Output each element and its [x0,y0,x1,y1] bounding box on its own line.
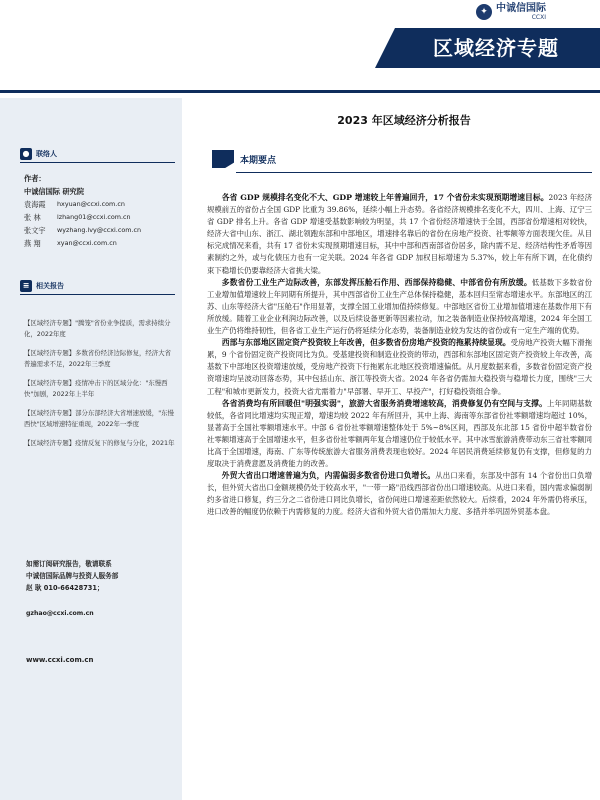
summary-paragraph [207,337,592,397]
paragraph-text: 受房地产投资大幅下滑拖累，9 个省份固定资产投资同比为负。受基建投资和制造业投资的带动，西部和东部地区固定资产投资较上年改善，高基数下中部地区投资增速放缓，受房地产投资下行拖累东北地区投资增速偏低。从月度数据来看，多数省份固定资产投资增速均呈波动回落态势，其中包括山东、浙江等投资大省。2024 年各省仍需加大稳投资与稳增长力度，围绕"三大工程"和城市更新发力，投资大省尤需着力"早部署、早开工、早投产"，打好稳投资组合拳。 [207,338,592,396]
summary-paragraph [207,277,592,337]
author-row: 张 林 lzhang01@ccxi.com.cn [24,213,131,222]
contact-title: 如需订阅研究报告，敬请联系 [26,560,112,568]
paragraph-lead: 各省消费均有所回暖但"明强实弱"，旅游大省服务消费增速较高，消费修复仍有空间与支撑。 [221,398,548,408]
summary-heading: 本期要点 [212,150,276,168]
bookmark-icon [212,150,234,168]
contact-phone[interactable]: 010-66428731； [43,584,104,592]
contacts-heading: ● 联络人 [20,148,57,160]
author-email[interactable]: lzhang01@ccxi.com.cn [57,213,131,221]
summary-paragraph [207,398,592,471]
paragraph-text: 2023 年经济规模前五的省份占全国 GDP 比重为 39.86%，延续小幅上升态势。各省经济规模排名变化不大，四川、上海、辽宁三省 GDP 排名上升。各省 GDP 增速受基数影响较为明显，共 17 个省份经济增速快于全国，西部省份增速相对较快，经济大省中山东、浙江、湖北领跑东部和中部地区，增速排名靠后的省份在房地产投资、社零额等方面表现欠佳。从目标完成情况来看，共有 17 省份未实现预期增速目标，其中中部和西南部省份居多，除内需不足、经济结构性矛盾等因素制约之外，或与化债压力也有一定关联。2024 年各省 GDP 加权目标增速为 5.37%，较上年有所下调，在化债约束下稳增长仍要靠经济大省挑大梁。 [207,193,592,275]
related-report-link[interactable]: 【区域经济专题】疫情冲击下的区域分化："东慢西快"加剧，2022年上半年 [24,379,168,398]
related-report-link[interactable]: 【区域经济专题】"腾笼"省份业争提质，需求持续分化，2022年度 [24,319,171,338]
paragraph-text: 上年同期基数较低，各省同比增速均实现正增，增速均较 2022 年有所回升，其中上海、海南等东部省份社零额增速均超过 10%，显著高于全国社零额增速水平。中部 6 省份社零额增速整体处于 5%~8%区间，西部及东北部 15 省份中超半数省份社零额增速高于全国增速水平，但多省份社零额两年复合增速仍位于较低水平。其中冰雪旅游消费带动东三省社零额同比高于全国增速，海南、广东等传统旅游大省服务消费表现也较好。2024 年居民消费延续修复仍有支撑，但修复的力度取决于消费意愿及消费能力的改善。 [207,398,592,469]
paragraph-lead: 西部与东部地区固定资产投资较上年改善，但多数省份房地产投资的拖累持续显现。 [221,338,511,348]
contact-line [26,582,176,594]
related-reports-list [24,318,176,457]
author-email[interactable]: wyzhang.lvy@ccxi.com.cn [57,226,142,234]
report-title: 2023 年区域经济分析报告 [337,114,471,127]
related-report-link[interactable]: 【区域经济专题】部分东部经济大省增速放缓，"东慢西快"区域增速特征重现，2022年一季度 [24,409,174,428]
author-org: 中诚信国际 研究院 [24,187,85,196]
subscription-contact [26,558,176,620]
summary-paragraph [207,470,592,518]
logo-cn-text: 中诚信国际 [496,2,546,14]
related-report-link[interactable]: 【区域经济专题】疫情反复下的修复与分化，2021年 [24,439,175,447]
related-report-link[interactable]: 【区域经济专题】多数省份经济边际修复，经济大省普遍需求不足，2022年三季度 [24,349,171,368]
paragraph-lead: 各省 GDP 规模排名变化不大、GDP 增速较上年普遍回升，17 个省份未实现预期增速目标。 [221,193,549,202]
logo-en-text: CCXI [531,13,546,21]
report-body [207,192,592,519]
author-block [24,172,174,250]
logo-icon: ✦ [476,4,492,20]
author-row: 袁海霞 hxyuan@ccxi.com.cn [24,200,125,209]
contact-dept: 中诚信国际品牌与投资人服务部 [26,572,119,580]
related-heading: ≡ 相关报告 [20,280,64,292]
section-banner: 区域经济专题 [395,28,600,68]
website-link[interactable]: www.ccxi.com.cn [26,656,94,664]
paragraph-lead: 外贸大省出口增速普遍为负，内需偏弱多数省份进口负增长。 [221,471,436,481]
contact-person: 赵 耿 [26,584,42,592]
summary-divider [236,172,592,173]
page-header [0,0,600,98]
author-email[interactable]: hxyuan@ccxi.com.cn [57,200,125,208]
paragraph-text: 低基数下多数省份工业增加值增速较上年同期有所提升，其中西部省份工业生产总体保持稳健，基本回归至常态增速水平。东部地区的江苏、山东等经济大省"压舱石"作用显著，支撑全国工业增加值持续修复。中部地区省份工业增加值增速在基数作用下有所放缓。随着工业企业利润边际改善，以及后续设备更新等因素拉动，加之装备制造业保持较高增速，2024 年全国工业生产仍将维持韧性，但各省工业生产运行仍将延续分化态势，装备制造业较为发达的省份或有一定生产端的优势。 [207,277,592,336]
header-divider [0,90,600,93]
summary-paragraph [207,192,592,277]
author-label: 作者： [24,174,46,183]
document-icon: ≡ [20,280,32,292]
related-divider [20,294,175,295]
paragraph-lead: 多数省份工业生产边际改善，东部发挥压舱石作用、西部保持稳健、中部省份有所放缓。 [221,277,532,287]
author-row: 张文宇 wyzhang.lvy@ccxi.com.cn [24,226,142,235]
author-email[interactable]: xyan@ccxi.com.cn [57,239,117,247]
brand-logo [476,2,596,22]
contacts-divider [20,162,175,163]
contact-email[interactable]: gzhao@ccxi.com.cn [26,610,94,617]
author-row: 燕 翔 xyan@ccxi.com.cn [24,239,117,248]
person-icon: ● [20,148,32,160]
paragraph-text: 从出口来看，东部及中部有 14 个省份出口负增长，但外贸大省出口金额规模仍处于较高水平，"一带一路"沿线西部省份出口增速较高。从进口来看，国内需求偏弱制约多省进口修复，约三分之二省份进口同比负增长，省份间进口增速差距依然较大。后续看，2024 年外需仍将承压，进口改善的幅度仍依赖于内需修复的力度。经济大省和外贸大省仍需加大力度、多措并举巩固外贸基本盘。 [207,471,593,517]
